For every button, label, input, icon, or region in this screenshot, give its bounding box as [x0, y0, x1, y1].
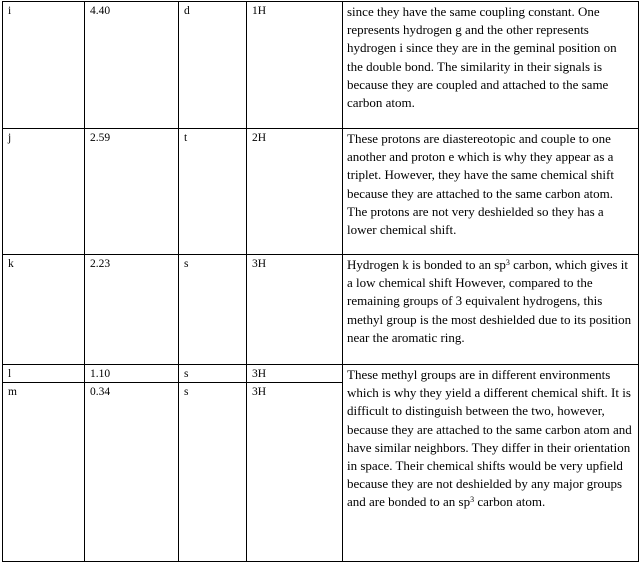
- explanation-text-part: Hydrogen k is bonded to an sp: [347, 257, 506, 272]
- integration-cell: 3H: [247, 365, 343, 383]
- chemical-shift-cell: 1.10: [85, 365, 179, 383]
- explanation-cell: [343, 255, 639, 365]
- superscript-text: 3: [505, 258, 510, 267]
- explanation-cell: since they have the same coupling constant. One represents hydrogen g and the other represents hydrogen i since they are in the geminal position on the double bond. The similarity in their signals is because they are coupled and attached to the same carbon atom.: [343, 2, 639, 129]
- table-row-proton-l: [3, 365, 639, 383]
- explanation-text-part: These methyl groups are in different environments which is why they yield a different chemical shift. It is difficult to distinguish between the two, however, because they are attached to the same carbon atom and have similar neighbors. They differ in their orientation in space. Their chemical shifts would be very upfield because they are not deshielded by any major groups and are bonded to an sp: [347, 367, 632, 510]
- chemical-shift-cell: 4.40: [85, 2, 179, 129]
- shared-explanation-cell: [343, 365, 639, 562]
- integration-cell: 1H: [247, 2, 343, 129]
- table-row-proton-j: [3, 129, 639, 255]
- proton-label-cell: m: [3, 383, 85, 562]
- integration-cell: 3H: [247, 255, 343, 365]
- proton-label-cell: l: [3, 365, 85, 383]
- explanation-text-part: carbon, which gives it a low chemical shift However, compared to the remaining groups of 3 equivalent hydrogens, this methyl group is the most deshielded due to its position near the aromatic ring.: [347, 257, 632, 345]
- chemical-shift-cell: 2.59: [85, 129, 179, 255]
- multiplicity-cell: d: [179, 2, 247, 129]
- integration-cell: 3H: [247, 383, 343, 562]
- multiplicity-cell: s: [179, 383, 247, 562]
- chemical-shift-cell: 0.34: [85, 383, 179, 562]
- chemical-shift-cell: 2.23: [85, 255, 179, 365]
- explanation-text-part: carbon atom.: [474, 494, 546, 510]
- superscript-text: 3: [470, 495, 475, 505]
- multiplicity-cell: t: [179, 129, 247, 255]
- table-row-proton-i: [3, 2, 639, 129]
- table-row-proton-k: [3, 255, 639, 365]
- explanation-cell: These protons are diastereotopic and couple to one another and proton e which is why they appear as a triplet. However, they have the same chemical shift because they are attached to the same carbon atom. The protons are not very deshielded so they has a lower chemical shift.: [343, 129, 639, 255]
- proton-label-cell: j: [3, 129, 85, 255]
- proton-label-cell: k: [3, 255, 85, 365]
- multiplicity-cell: s: [179, 255, 247, 365]
- proton-label-cell: i: [3, 2, 85, 129]
- integration-cell: 2H: [247, 129, 343, 255]
- nmr-assignment-table: [2, 1, 639, 562]
- multiplicity-cell: s: [179, 365, 247, 383]
